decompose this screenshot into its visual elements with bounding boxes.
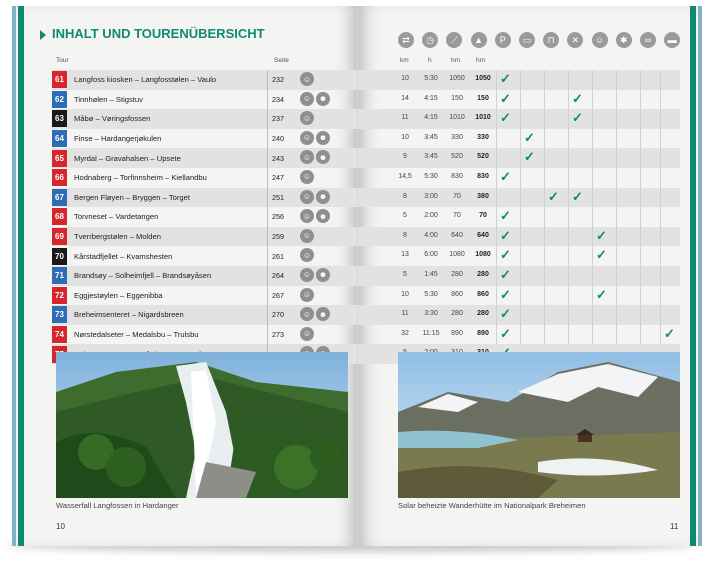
mountain-icon: ▲ (471, 32, 487, 48)
table-grid-line (568, 70, 569, 344)
tour-data-row (358, 207, 680, 227)
tour-data-row (358, 286, 680, 306)
checkmark-icon: ✓ (524, 129, 535, 145)
checkmark-icon: ✓ (500, 110, 511, 126)
checkmark-icon: ✓ (596, 247, 607, 263)
tour-row (52, 168, 358, 188)
column-divider (267, 305, 268, 325)
difficulty-icon: ☺ (300, 72, 314, 86)
tour-data-row (358, 129, 680, 149)
column-divider (267, 70, 268, 90)
tour-hm2-value: 640 (477, 231, 489, 239)
tour-name: Bergen Fløyen – Bryggen – Torget (74, 192, 190, 202)
tour-time-value: 2:00 (424, 212, 438, 220)
tour-name: Kårstadfjellet – Kvamshesten (74, 251, 173, 261)
tour-data-row (358, 188, 680, 208)
checkmark-icon: ✓ (500, 227, 511, 243)
tour-time-value: 6:00 (424, 251, 438, 259)
tour-row (52, 207, 358, 227)
checkmark-icon: ✓ (596, 286, 607, 302)
parking-icon: P (495, 32, 511, 48)
checkmark-icon: ✓ (572, 188, 583, 204)
left-page-accent-band (18, 6, 24, 546)
tour-hm-value: 640 (451, 231, 463, 239)
tour-row (52, 70, 358, 90)
tour-page-number: 243 (272, 153, 284, 163)
tour-row (52, 286, 358, 306)
tour-name: Finse – Hardangerjøkulen (74, 134, 162, 144)
left-page (12, 6, 358, 546)
tour-page-number: 259 (272, 232, 284, 242)
tour-hm2-value: 150 (477, 94, 489, 102)
difficulty-icon: ☺ (300, 327, 314, 341)
column-divider (267, 266, 268, 286)
heading-arrow-icon (40, 30, 46, 40)
restaurant-icon: ✕ (567, 32, 583, 48)
tour-hm2-value: 860 (477, 290, 489, 298)
tour-name: Myrdal – Gravahalsen – Upsete (74, 153, 181, 163)
tour-page-number: 251 (272, 192, 284, 202)
column-divider (267, 325, 268, 345)
difficulty-icon: ☺ (300, 248, 314, 262)
checkmark-icon: ✓ (500, 266, 511, 282)
tour-km-value: 5 (403, 212, 407, 220)
clock-icon: ◷ (422, 32, 438, 48)
tour-number-badge: 66 (52, 169, 67, 186)
family-friendly-icon: ☻ (316, 92, 330, 106)
difficulty-icon: ☺ (300, 92, 314, 106)
table-grid-line (520, 70, 521, 344)
tour-hm2-value: 280 (477, 310, 489, 318)
checkmark-icon: ✓ (500, 208, 511, 224)
tour-name: Tverrbergstølen – Molden (74, 232, 161, 242)
tour-km-value: 8 (403, 231, 407, 239)
family-friendly-icon: ☻ (316, 268, 330, 282)
tour-number-badge: 67 (52, 189, 67, 206)
table-grid-line (660, 70, 661, 344)
tour-hm-value: 520 (451, 153, 463, 161)
tour-page-number: 237 (272, 114, 284, 124)
signpost-icon: ⇄ (398, 32, 414, 48)
tour-km-value: 10 (401, 133, 409, 141)
tour-page-number: 267 (272, 290, 284, 300)
tour-number-badge: 74 (52, 326, 67, 343)
difficulty-icon: ☺ (300, 209, 314, 223)
tour-hm2-value: 330 (477, 133, 489, 141)
tour-data-row (358, 246, 680, 266)
table-grid-line (496, 70, 497, 344)
tour-name: Brandsøy – Solheimfjell – Brandsøyåsen (74, 271, 212, 281)
tour-name: Hodnaberg – Torfinnsheim – Kiellandbu (74, 173, 207, 183)
tour-hm2-value: 1050 (475, 75, 491, 82)
tour-number-badge: 72 (52, 287, 67, 304)
tour-row (52, 246, 358, 266)
table-grid-line (616, 70, 617, 344)
tour-number-badge: 73 (52, 306, 67, 323)
difficulty-icon: ☺ (300, 268, 314, 282)
left-page-color-band (12, 6, 16, 546)
tour-number-badge: 64 (52, 130, 67, 147)
tour-page-number: 273 (272, 330, 284, 340)
tour-hm-value: 280 (451, 310, 463, 318)
car-icon: ▬ (664, 32, 680, 48)
tour-number-badge: 68 (52, 208, 67, 225)
tour-time-value: 3:30 (424, 310, 438, 318)
tour-row (52, 90, 358, 110)
family-friendly-icon: ☻ (316, 307, 330, 321)
child-icon: ☺ (592, 32, 608, 48)
tour-row (52, 227, 358, 247)
tour-time-value: 5:30 (424, 290, 438, 298)
tour-data-row (358, 90, 680, 110)
column-header-time: h (428, 57, 432, 64)
right-page-accent-band (690, 6, 696, 546)
tour-time-value: 1:45 (424, 270, 438, 278)
column-header-tour: Tour (56, 57, 69, 64)
tour-hm-value: 280 (451, 270, 463, 278)
tour-row (52, 129, 358, 149)
family-friendly-icon: ☻ (316, 131, 330, 145)
tour-time-value: 5:30 (424, 172, 438, 180)
tour-hm-value: 330 (451, 133, 463, 141)
tour-hm2-value: 70 (479, 212, 487, 220)
tour-row (52, 188, 358, 208)
difficulty-icon: ☺ (300, 288, 314, 302)
tour-km-value: 10 (401, 290, 409, 298)
tour-time-value: 11:15 (422, 329, 440, 337)
tour-hm2-value: 1010 (475, 114, 491, 122)
tour-number-badge: 65 (52, 150, 67, 167)
bicycle-icon: ∞ (640, 32, 656, 48)
tour-time-value: 3:45 (424, 133, 438, 141)
checkmark-icon: ✓ (596, 227, 607, 243)
tour-row (52, 305, 358, 325)
tour-name: Tinnhølen – Stigstuv (74, 94, 143, 104)
difficulty-icon: ☺ (300, 307, 314, 321)
tour-hm-value: 70 (453, 192, 461, 200)
mountain-hut-photo (398, 352, 680, 498)
column-divider (267, 188, 268, 208)
tour-hm2-value: 520 (477, 153, 489, 161)
tour-number-badge: 61 (52, 71, 67, 88)
checkmark-icon: ✓ (500, 71, 511, 86)
difficulty-icon: ☺ (300, 190, 314, 204)
tour-data-row (358, 168, 680, 188)
checkmark-icon: ✓ (500, 247, 511, 263)
column-divider (267, 286, 268, 306)
tour-hm-value: 1080 (449, 251, 465, 259)
checkmark-icon: ✓ (500, 306, 511, 322)
tour-time-value: 4:15 (424, 114, 438, 122)
tour-km-value: 11 (401, 114, 409, 122)
checkmark-icon: ✓ (500, 168, 511, 184)
tour-row (52, 148, 358, 168)
tour-hm2-value: 380 (477, 192, 489, 200)
column-divider (267, 246, 268, 266)
tour-page-number: 270 (272, 310, 284, 320)
tour-name: Måbø – Vøringsfossen (74, 114, 151, 124)
left-page-number: 10 (56, 522, 65, 531)
tour-data-row (358, 148, 680, 168)
tour-km-value: 11 (401, 310, 409, 318)
family-friendly-icon: ☻ (316, 150, 330, 164)
tour-list (52, 70, 358, 364)
tour-hm-value: 1010 (449, 114, 465, 122)
table-grid-line (544, 70, 545, 344)
tour-number-badge: 71 (52, 267, 67, 284)
column-header-hm: hm (476, 57, 486, 64)
difficulty-icon: ☺ (300, 170, 314, 184)
tour-name: Langfoss kiosken – Langfosstølen – Vaulo (74, 75, 217, 85)
tour-number-badge: 70 (52, 248, 67, 265)
checkmark-icon: ✓ (500, 90, 511, 106)
tour-data-row (358, 109, 680, 129)
tour-page-number: 261 (272, 251, 284, 261)
column-divider (267, 207, 268, 227)
tour-km-value: 32 (401, 329, 409, 337)
tour-hm-value: 150 (451, 94, 463, 102)
tour-row (52, 266, 358, 286)
checkmark-icon: ✓ (664, 325, 675, 341)
tour-km-value: 5 (403, 270, 407, 278)
tour-time-value: 3:00 (424, 192, 438, 200)
column-divider (267, 227, 268, 247)
left-photo-caption: Wasserfall Langfossen in Hardanger (56, 501, 179, 510)
tour-number-badge: 62 (52, 91, 67, 108)
tour-km-value: 9 (403, 153, 407, 161)
tour-name: Breheimsenteret – Nigardsbreen (74, 310, 184, 320)
slope-icon: ⟋ (446, 32, 462, 48)
tour-page-number: 256 (272, 212, 284, 222)
tour-hm-value: 70 (453, 212, 461, 220)
checkmark-icon: ✓ (500, 286, 511, 302)
tour-time-value: 4:15 (424, 94, 438, 102)
tour-km-value: 14 (401, 94, 409, 102)
table-grid-line (592, 70, 593, 344)
open-guidebook (12, 6, 702, 554)
tour-km-value: 8 (403, 192, 407, 200)
snow-icon: ✱ (616, 32, 632, 48)
tour-page-number: 247 (272, 173, 284, 183)
table-grid-line (640, 70, 641, 344)
column-divider (267, 168, 268, 188)
column-header-page: Seite (274, 57, 289, 64)
tour-hm-value: 890 (451, 329, 463, 337)
tour-row (52, 109, 358, 129)
tour-km-value: 10 (401, 75, 409, 82)
column-divider (267, 148, 268, 168)
tour-hm-value: 1050 (449, 75, 465, 82)
tour-time-value: 3:45 (424, 153, 438, 161)
checkmark-icon: ✓ (500, 325, 511, 341)
page-heading: INHALT UND TOURENÜBERSICHT (52, 26, 265, 41)
tour-data-row (358, 305, 680, 325)
bus-icon: ▭ (519, 32, 535, 48)
column-divider (267, 129, 268, 149)
column-header-hm-up: hm (451, 57, 461, 64)
tour-data-row (358, 266, 680, 286)
difficulty-icon: ☺ (300, 150, 314, 164)
tour-data-row (358, 325, 680, 345)
tour-hm2-value: 830 (477, 172, 489, 180)
tour-time-value: 5:30 (424, 75, 438, 82)
right-page-color-band (698, 6, 702, 546)
tour-hm-value: 830 (451, 172, 463, 180)
checkmark-icon: ✓ (572, 90, 583, 106)
tour-km-value: 14,5 (398, 172, 412, 180)
cable-car-icon: ⊓ (543, 32, 559, 48)
column-divider (267, 109, 268, 129)
column-divider (267, 90, 268, 110)
tour-name: Eggjestøylen – Eggenibba (74, 290, 163, 300)
family-friendly-icon: ☻ (316, 209, 330, 223)
waterfall-photo (56, 352, 348, 498)
difficulty-icon: ☺ (300, 111, 314, 125)
checkmark-icon: ✓ (548, 188, 559, 204)
tour-number-badge: 69 (52, 228, 67, 245)
tour-data-table (358, 70, 680, 364)
difficulty-icon: ☺ (300, 131, 314, 145)
tour-page-number: 240 (272, 134, 284, 144)
checkmark-icon: ✓ (524, 149, 535, 165)
column-header-km: km (400, 57, 409, 64)
family-friendly-icon: ☻ (316, 190, 330, 204)
tour-hm2-value: 1080 (475, 251, 491, 259)
tour-name: Nørstedalseter – Medalsbu – Trulsbu (74, 330, 199, 340)
tour-time-value: 4:00 (424, 231, 438, 239)
right-page-number: 11 (670, 522, 679, 531)
tour-page-number: 234 (272, 94, 284, 104)
tour-page-number: 232 (272, 75, 284, 85)
right-page (358, 6, 702, 546)
tour-data-row (358, 227, 680, 247)
tour-km-value: 13 (401, 251, 409, 259)
tour-hm2-value: 890 (477, 329, 489, 337)
checkmark-icon: ✓ (572, 110, 583, 126)
tour-hm-value: 860 (451, 290, 463, 298)
tour-row (52, 325, 358, 345)
tour-hm2-value: 280 (477, 270, 489, 278)
tour-name: Torvneset – Vardetangen (74, 212, 159, 222)
tour-number-badge: 63 (52, 110, 67, 127)
tour-data-row (358, 70, 680, 90)
difficulty-icon: ☺ (300, 229, 314, 243)
tour-page-number: 264 (272, 271, 284, 281)
right-photo-caption: Solar beheizte Wanderhütte im Nationalpark Breheimen (398, 501, 586, 510)
